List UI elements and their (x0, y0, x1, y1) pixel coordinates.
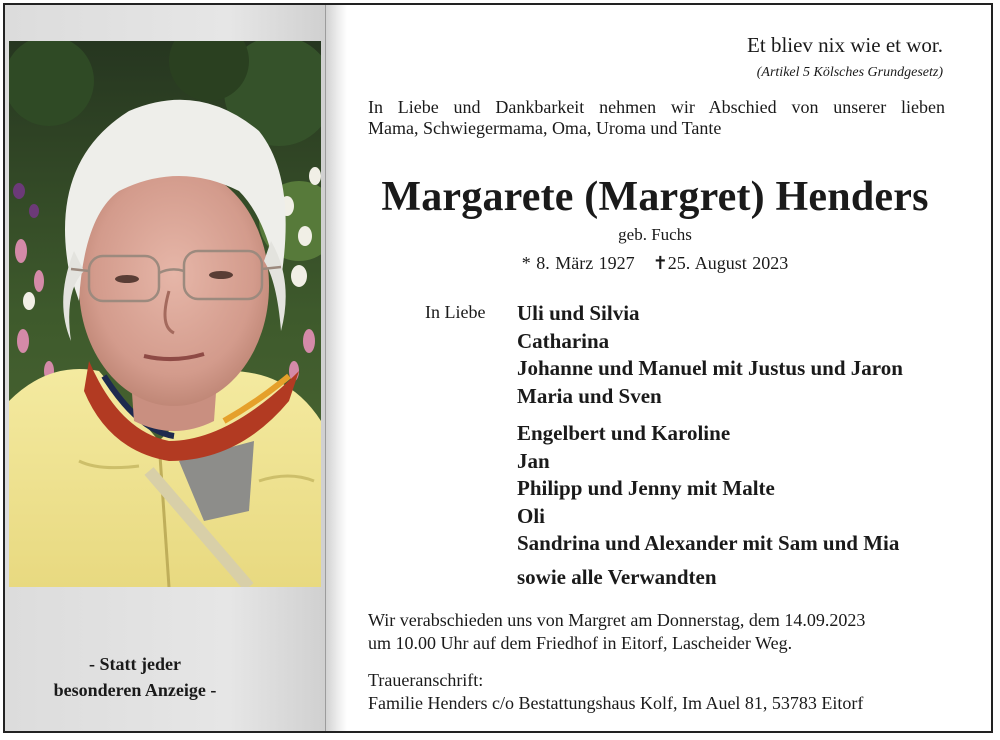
intro-line-2: Mama, Schwiegermama, Oma, Uroma und Tante (368, 118, 722, 138)
address-label: Traueranschrift: (368, 670, 484, 690)
relatives-line: sowie alle Verwandten (517, 564, 717, 589)
notice-line-2: besonderen Anzeige - (53, 680, 217, 700)
mourner-line: Engelbert und Karoline (517, 421, 731, 445)
notice-line-1: - Statt jeder (89, 654, 181, 674)
motto-source: (Artikel 5 Kölsches Grundgesetz) (756, 65, 943, 80)
death-date: ✝25. August 2023 (652, 253, 789, 273)
statt-jeder-anzeige-notice (5, 651, 265, 703)
obituary-frame (3, 3, 993, 733)
mourner-line: Jan (517, 448, 550, 473)
service-info (368, 609, 945, 655)
birth-name: geb. Fuchs (618, 225, 692, 244)
mourner-line: Philipp und Jenny mit Malte (517, 476, 775, 500)
in-liebe-label: In Liebe (425, 302, 486, 322)
mourner-line: Sandrina und Alexander mit Sam und Mia (517, 531, 900, 555)
service-line-1: Wir verabschieden uns von Margret am Donnerstag, dem 14.09.2023 (368, 610, 866, 630)
birth-date: * 8. März 1927 (521, 253, 635, 273)
mourner-line: Uli und Silvia (517, 301, 640, 325)
mourner-line: Catharina (517, 328, 610, 353)
service-line-2: um 10.00 Uhr auf dem Friedhof in Eitorf, Lascheider Weg. (368, 633, 793, 653)
motto-quote: Et bliev nix wie et wor. (747, 33, 943, 57)
left-panel (5, 5, 326, 731)
mourners-list (517, 300, 903, 591)
obituary-text-column (365, 5, 945, 731)
life-dates (365, 253, 945, 274)
intro-line-1: In Liebe und Dankbarkeit nehmen wir Abschied von unserer lieben (368, 97, 945, 117)
mourner-line: Maria und Sven (517, 383, 662, 408)
mourner-line: Johanne und Manuel mit Justus und Jaron (517, 356, 903, 380)
mourner-line: Oli (517, 503, 546, 528)
panel-shadow (325, 5, 347, 731)
group-spacer (517, 410, 903, 420)
intro-text (368, 97, 945, 139)
deceased-name: Margarete (Margret) Henders (381, 174, 929, 220)
mourning-address: Familie Henders c/o Bestattungshaus Kolf, Im Auel 81, 53783 Eitorf (368, 693, 864, 713)
portrait-photo (9, 41, 321, 587)
